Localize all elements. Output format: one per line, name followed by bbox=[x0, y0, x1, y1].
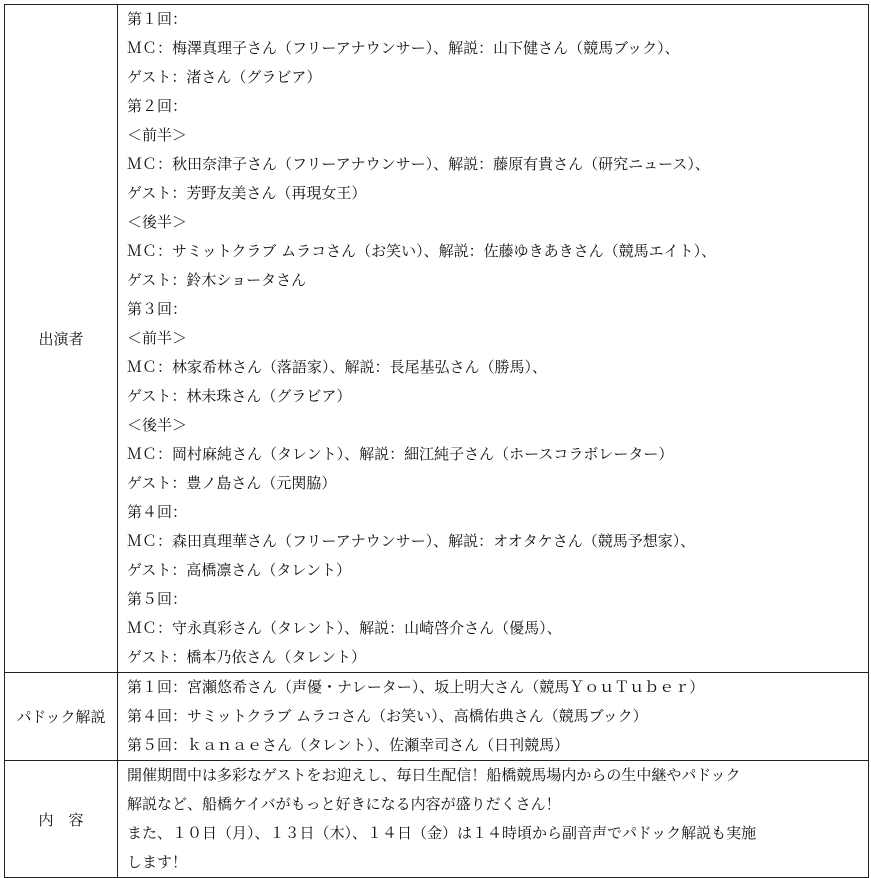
row-label: パドック解説 bbox=[5, 673, 118, 761]
content-line: ＭＣ：梅澤真理子さん（フリーアナウンサー）、解説：山下健さん（競馬ブック）、 bbox=[127, 39, 680, 57]
content-line: ゲスト：鈴木ショータさん bbox=[127, 271, 307, 289]
info-table bbox=[4, 4, 869, 878]
content-line: 第３回： bbox=[127, 300, 188, 318]
content-line: ゲスト：芳野友美さん（再現女王） bbox=[127, 184, 367, 202]
content-line: ＭＣ：林家希林さん（落語家）、解説：長尾基弘さん（勝馬）、 bbox=[127, 358, 548, 376]
content-line: ゲスト：高橋凛さん（タレント） bbox=[127, 561, 352, 579]
content-line: ＭＣ：森田真理華さん（フリーアナウンサー）、解説：オオタケさん（競馬予想家）、 bbox=[127, 532, 696, 550]
content-line: 第１回：宮瀬悠希さん（声優・ナレーター）、坂上明大さん（競馬ＹｏｕＴｕｂｅｒ） bbox=[127, 678, 705, 696]
content-line: 第４回：サミットクラブ ムラコさん（お笑い）、高橋佑典さん（競馬ブック） bbox=[127, 707, 648, 725]
content-line: ＜後半＞ bbox=[127, 213, 188, 231]
content-line: ゲスト：橋本乃依さん（タレント） bbox=[127, 648, 367, 666]
content-line: 第２回： bbox=[127, 97, 188, 115]
content-line: 第４回： bbox=[127, 503, 188, 521]
content-line: ＭＣ：守永真彩さん（タレント）、解説：山崎啓介さん（優馬）、 bbox=[127, 619, 562, 637]
row-content bbox=[118, 673, 869, 761]
content-line: 第５回： bbox=[127, 590, 188, 608]
row-content bbox=[118, 5, 869, 673]
table-body bbox=[5, 5, 869, 878]
content-line: ＜後半＞ bbox=[127, 416, 188, 434]
row-content bbox=[118, 761, 869, 878]
content-line: ゲスト：林未珠さん（グラビア） bbox=[127, 387, 352, 405]
content-line: ＭＣ：岡村麻純さん（タレント）、解説：細江純子さん（ホースコラボレーター） bbox=[127, 445, 674, 463]
content-line: ＜前半＞ bbox=[127, 329, 188, 347]
content-line: ＭＣ：サミットクラブ ムラコさん（お笑い）、解説：佐藤ゆきあきさん（競馬エイト）、 bbox=[127, 242, 717, 260]
content-line: ＭＣ：秋田奈津子さん（フリーアナウンサー）、解説：藤原有貴さん（研究ニュース）、 bbox=[127, 155, 710, 173]
row-label: 内 容 bbox=[5, 761, 118, 878]
table-row bbox=[5, 761, 869, 878]
row-label: 出演者 bbox=[5, 5, 118, 673]
table-row bbox=[5, 5, 869, 673]
content-line: ゲスト：豊ノ島さん（元関脇） bbox=[127, 474, 337, 492]
content-line: 第５回：ｋａｎａｅさん（タレント）、佐瀬幸司さん（日刊競馬） bbox=[127, 736, 570, 754]
content-line: また、１０日（月）、１３日（木）、１４日（金）は１４時頃から副音声でパドック解説も実施 bbox=[127, 824, 757, 842]
content-line: 解説など、船橋ケイバがもっと好きになる内容が盛りだくさん！ bbox=[127, 795, 561, 813]
table-row bbox=[5, 673, 869, 761]
content-line: ゲスト：渚さん（グラビア） bbox=[127, 68, 322, 86]
content-line: します！ bbox=[127, 853, 188, 871]
content-line: 開催期間中は多彩なゲストをお迎えし、毎日生配信！船橋競馬場内からの生中継やパドック bbox=[127, 766, 741, 784]
content-line: 第１回： bbox=[127, 10, 188, 28]
content-line: ＜前半＞ bbox=[127, 126, 188, 144]
